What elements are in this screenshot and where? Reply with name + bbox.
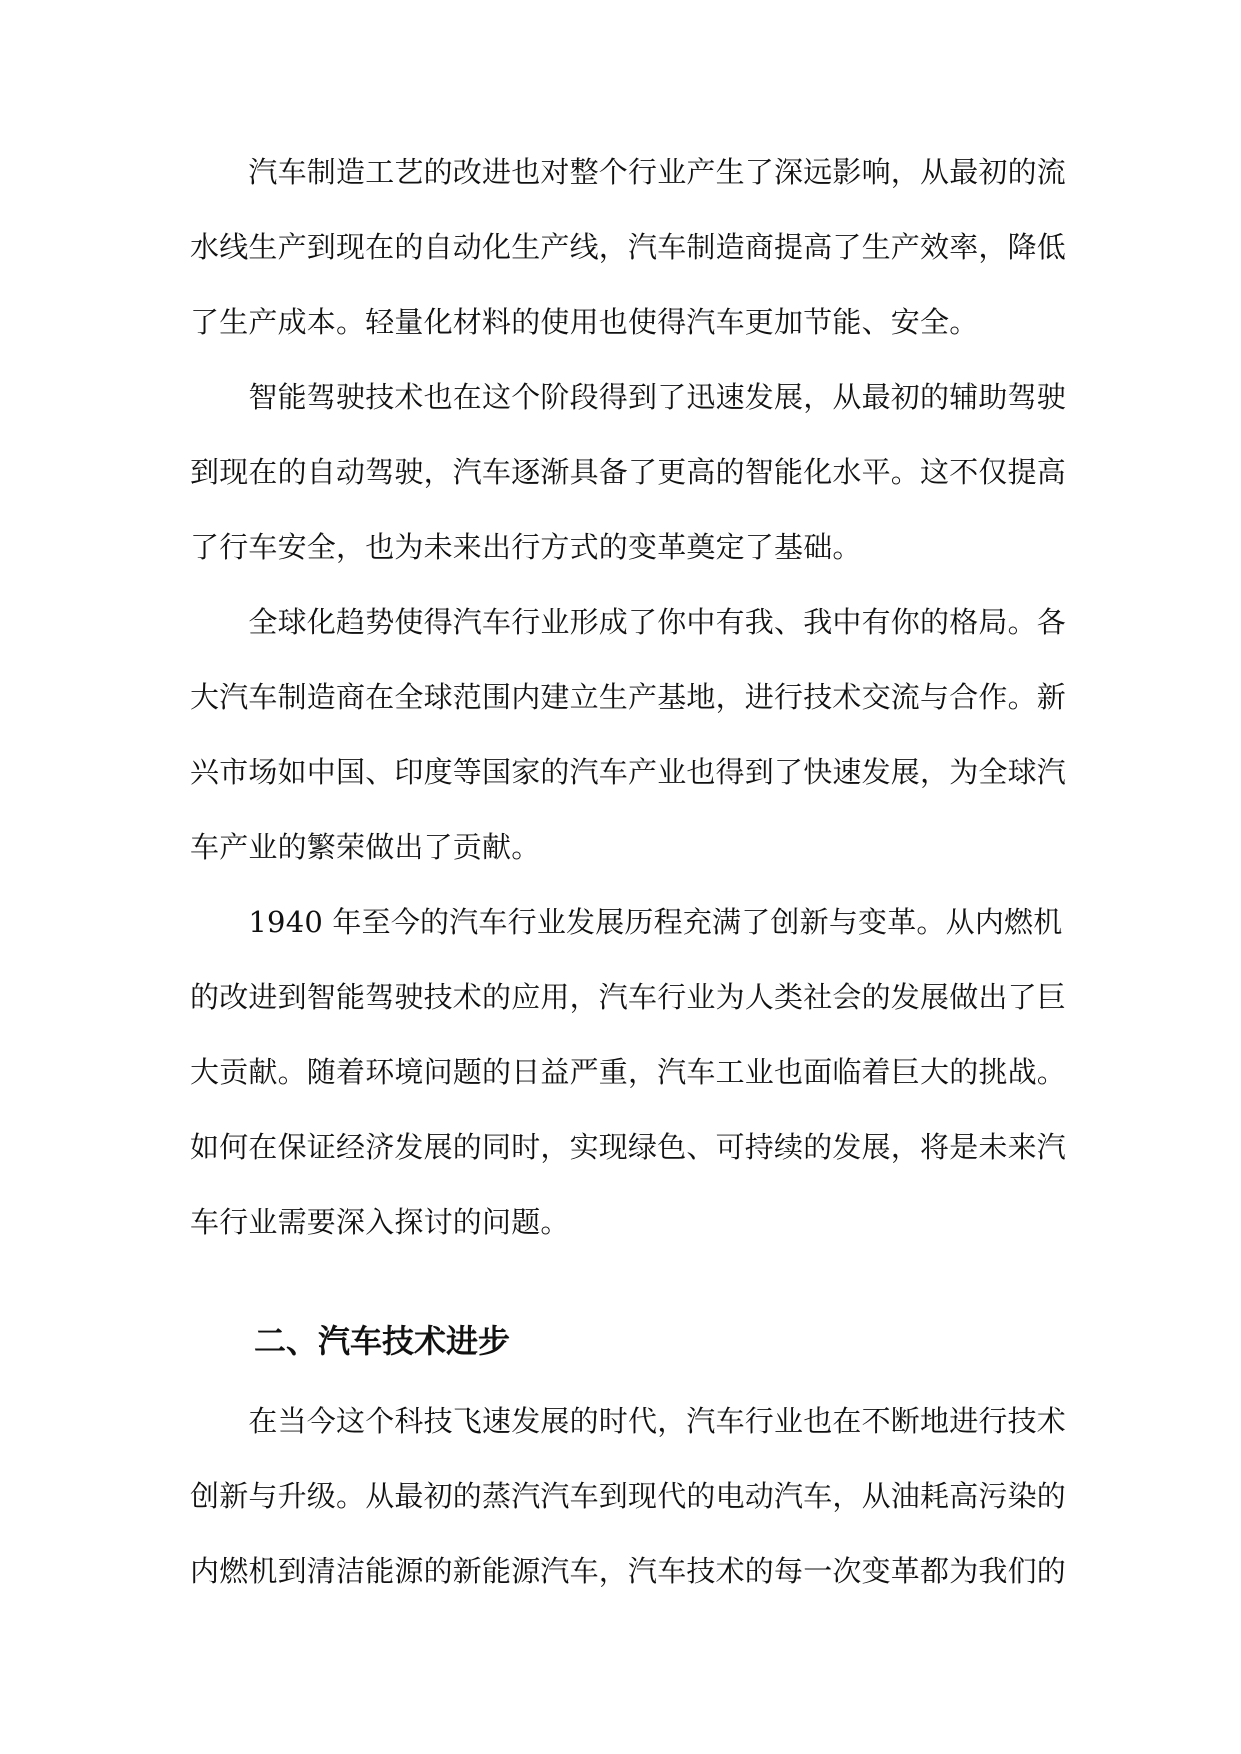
paragraph-line: 全球化趋势使得汽车行业形成了你中有我、我中有你的格局。各: [190, 605, 1067, 639]
paragraph-line: 1940 年至今的汽车行业发展历程充满了创新与变革。从内燃机: [190, 905, 1063, 939]
paragraph-line: 到现在的自动驾驶，汽车逐渐具备了更高的智能化水平。这不仅提高: [190, 455, 1067, 489]
paragraph-line: 水线生产到现在的自动化生产线，汽车制造商提高了生产效率，降低: [190, 230, 1067, 264]
paragraph-line: 内燃机到清洁能源的新能源汽车，汽车技术的每一次变革都为我们的: [190, 1554, 1067, 1588]
paragraph-line: 车产业的繁荣做出了贡献。: [190, 830, 541, 864]
paragraph-line: 兴市场如中国、印度等国家的汽车产业也得到了快速发展，为全球汽: [190, 755, 1067, 789]
paragraph-line: 创新与升级。从最初的蒸汽汽车到现代的电动汽车，从油耗高污染的: [190, 1479, 1067, 1513]
paragraph-line: 车行业需要深入探讨的问题。: [190, 1205, 570, 1239]
paragraph-line: 的改进到智能驾驶技术的应用，汽车行业为人类社会的发展做出了巨: [190, 980, 1067, 1014]
paragraph-line: 在当今这个科技飞速发展的时代，汽车行业也在不断地进行技术: [190, 1404, 1067, 1438]
section-heading: 二、汽车技术进步: [254, 1322, 511, 1360]
paragraph-line: 了行车安全，也为未来出行方式的变革奠定了基础。: [190, 530, 862, 564]
paragraph-line: 大贡献。随着环境问题的日益严重，汽车工业也面临着巨大的挑战。: [190, 1055, 1067, 1089]
paragraph-line: 智能驾驶技术也在这个阶段得到了迅速发展，从最初的辅助驾驶: [190, 380, 1067, 414]
paragraph-line: 大汽车制造商在全球范围内建立生产基地，进行技术交流与合作。新: [190, 680, 1067, 714]
paragraph-line: 了生产成本。轻量化材料的使用也使得汽车更加节能、安全。: [190, 305, 979, 339]
paragraph-line: 如何在保证经济发展的同时，实现绿色、可持续的发展，将是未来汽: [190, 1130, 1067, 1164]
paragraph-line: 汽车制造工艺的改进也对整个行业产生了深远影响，从最初的流: [190, 155, 1067, 189]
